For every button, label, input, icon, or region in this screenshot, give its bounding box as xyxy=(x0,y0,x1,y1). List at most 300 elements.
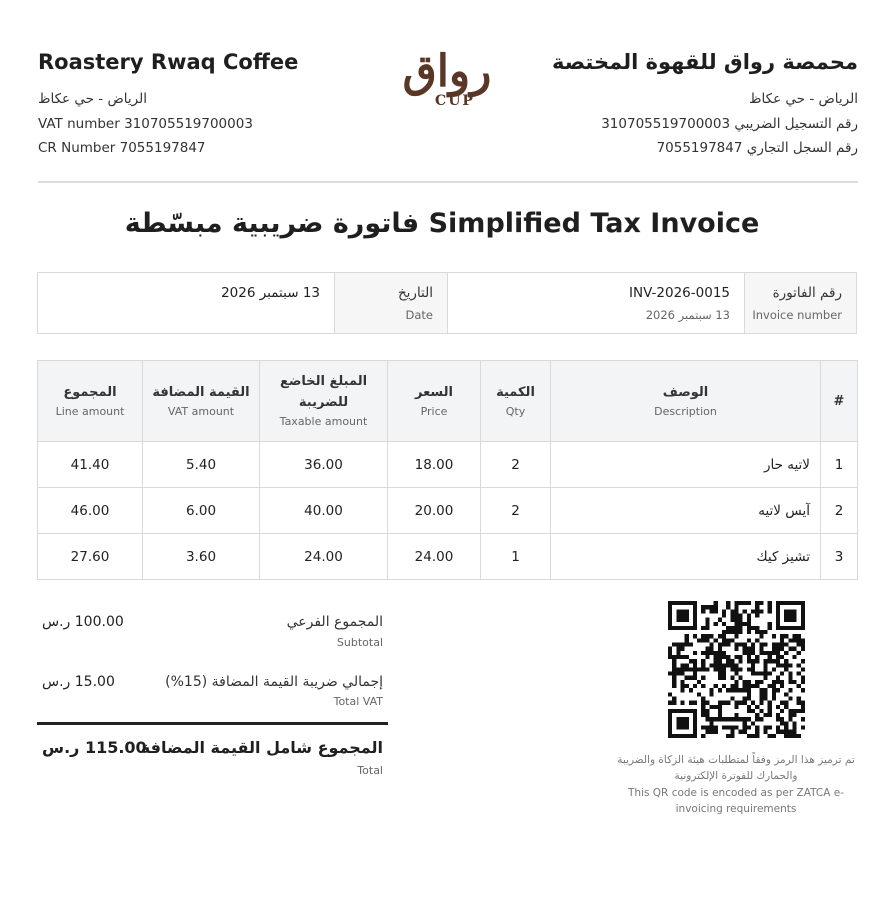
qr-module xyxy=(755,734,759,738)
qr-module xyxy=(689,688,693,692)
qr-module xyxy=(768,622,772,626)
qr-module xyxy=(743,688,747,692)
qr-module xyxy=(734,630,738,634)
header-ar: القيمة المضافة xyxy=(152,384,250,400)
qr-module xyxy=(801,705,805,709)
qr-module xyxy=(763,713,767,717)
qr-module xyxy=(705,726,709,730)
qr-module xyxy=(768,672,772,676)
qr-module xyxy=(710,730,714,734)
qr-module xyxy=(710,605,714,609)
qr-module xyxy=(797,672,801,676)
qr-module xyxy=(793,713,797,717)
qr-module xyxy=(772,647,776,651)
qr-module xyxy=(685,601,689,605)
qr-module xyxy=(718,709,722,713)
qr-module xyxy=(680,701,684,705)
qr-module xyxy=(788,663,792,667)
qr-module xyxy=(685,609,689,613)
qr-module xyxy=(784,634,788,638)
qr-module xyxy=(747,647,751,651)
qr-module xyxy=(768,651,772,655)
qr-module xyxy=(718,701,722,705)
qr-module xyxy=(672,626,676,630)
qr-module xyxy=(776,622,780,626)
qr-module xyxy=(788,601,792,605)
qr-module xyxy=(701,696,705,700)
qr-module xyxy=(768,734,772,738)
qr-module xyxy=(743,701,747,705)
qr-module xyxy=(710,717,714,721)
qr-module xyxy=(739,643,743,647)
qr-module xyxy=(797,601,801,605)
qr-module xyxy=(685,684,689,688)
qr-module xyxy=(730,734,734,738)
qr-module xyxy=(768,659,772,663)
qr-module xyxy=(734,613,738,617)
qr-module xyxy=(726,626,730,630)
qr-module xyxy=(680,680,684,684)
qr-module xyxy=(743,721,747,725)
col-line-amount xyxy=(38,361,143,442)
cell-price: 24.00 xyxy=(388,534,481,580)
qr-module xyxy=(676,672,680,676)
qr-module xyxy=(730,730,734,734)
qr-module xyxy=(747,626,751,630)
grand-total-label-en: Total xyxy=(357,764,383,777)
date-label-en: Date xyxy=(405,308,433,322)
header-en: Taxable amount xyxy=(279,415,368,428)
qr-module xyxy=(759,701,763,705)
qr-module xyxy=(797,638,801,642)
qr-module xyxy=(710,692,714,696)
qr-module xyxy=(739,730,743,734)
qr-module xyxy=(714,659,718,663)
qr-module xyxy=(759,647,763,651)
qr-module xyxy=(676,709,680,713)
qr-module xyxy=(705,605,709,609)
qr-module xyxy=(722,684,726,688)
qr-module xyxy=(797,696,801,700)
seller-address-right: الرياض - حي عكاظ xyxy=(749,91,858,107)
qr-module xyxy=(747,601,751,605)
qr-module xyxy=(747,630,751,634)
qr-module xyxy=(801,726,805,730)
qr-module xyxy=(797,709,801,713)
qr-module xyxy=(759,696,763,700)
qr-module xyxy=(734,626,738,630)
qr-module xyxy=(722,701,726,705)
cell-qty: 2 xyxy=(481,442,551,488)
qr-module xyxy=(797,634,801,638)
qr-module xyxy=(776,717,780,721)
qr-module xyxy=(705,655,709,659)
qr-module xyxy=(685,643,689,647)
qr-module xyxy=(676,651,680,655)
qr-module xyxy=(784,721,788,725)
qr-module xyxy=(784,692,788,696)
qr-module xyxy=(730,688,734,692)
qr-module xyxy=(788,688,792,692)
qr-module xyxy=(751,667,755,671)
qr-module xyxy=(793,734,797,738)
qr-module xyxy=(734,680,738,684)
qr-module xyxy=(718,717,722,721)
qr-module xyxy=(759,692,763,696)
qr-module xyxy=(726,734,730,738)
invoice-meta xyxy=(37,272,857,334)
qr-module xyxy=(780,663,784,667)
qr-module xyxy=(726,605,730,609)
qr-module xyxy=(747,618,751,622)
qr-module xyxy=(676,647,680,651)
qr-module xyxy=(801,717,805,721)
qr-module xyxy=(801,613,805,617)
qr-module xyxy=(747,655,751,659)
cell-desc: آيس لاتيه xyxy=(551,488,821,534)
qr-module xyxy=(751,663,755,667)
qr-module xyxy=(788,609,792,613)
qr-module xyxy=(701,726,705,730)
grand-total-value: 115.00 ر.س xyxy=(42,738,147,757)
qr-module xyxy=(759,680,763,684)
qr-module xyxy=(768,705,772,709)
header-index: # xyxy=(833,393,845,409)
qr-module xyxy=(718,705,722,709)
qr-module xyxy=(714,730,718,734)
qr-module xyxy=(747,613,751,617)
qr-module xyxy=(784,618,788,622)
qr-module xyxy=(730,626,734,630)
qr-module xyxy=(722,613,726,617)
qr-module xyxy=(718,672,722,676)
qr-module xyxy=(668,721,672,725)
qr-module xyxy=(739,717,743,721)
qr-module xyxy=(755,705,759,709)
qr-module xyxy=(739,601,743,605)
qr-module xyxy=(759,634,763,638)
qr-module xyxy=(788,672,792,676)
qr-module xyxy=(685,676,689,680)
qr-module xyxy=(780,647,784,651)
qr-module xyxy=(726,717,730,721)
qr-module xyxy=(797,684,801,688)
qr-module xyxy=(759,688,763,692)
qr-module xyxy=(672,701,676,705)
qr-module xyxy=(676,643,680,647)
qr-module xyxy=(797,626,801,630)
qr-module xyxy=(676,734,680,738)
qr-module xyxy=(801,609,805,613)
qr-module xyxy=(685,721,689,725)
qr-module xyxy=(772,634,776,638)
qr-module xyxy=(801,622,805,626)
cell-index: 1 xyxy=(821,442,858,488)
qr-module xyxy=(776,601,780,605)
qr-module xyxy=(730,667,734,671)
qr-module xyxy=(739,655,743,659)
qr-module xyxy=(701,609,705,613)
qr-module xyxy=(714,655,718,659)
qr-module xyxy=(734,663,738,667)
qr-module xyxy=(768,726,772,730)
qr-module xyxy=(747,651,751,655)
qr-module xyxy=(697,692,701,696)
qr-module xyxy=(710,647,714,651)
grand-total-label-ar: المجموع شامل القيمة المضافة xyxy=(140,738,383,757)
qr-module xyxy=(676,721,680,725)
qr-module xyxy=(705,713,709,717)
qr-module xyxy=(772,651,776,655)
qr-module xyxy=(801,605,805,609)
qr-module xyxy=(776,680,780,684)
qr-module xyxy=(676,609,680,613)
qr-module xyxy=(801,676,805,680)
qr-module xyxy=(693,717,697,721)
col-description xyxy=(551,361,821,442)
qr-module xyxy=(776,659,780,663)
qr-module xyxy=(714,663,718,667)
qr-module xyxy=(751,647,755,651)
qr-module xyxy=(701,663,705,667)
qr-module xyxy=(722,638,726,642)
qr-module xyxy=(797,701,801,705)
qr-module xyxy=(701,638,705,642)
qr-module xyxy=(701,734,705,738)
invoice-number-label-ar: رقم الفاتورة xyxy=(772,285,842,301)
qr-module xyxy=(734,634,738,638)
vat-total-value: 15.00 ر.س xyxy=(42,674,115,690)
qr-module xyxy=(705,618,709,622)
qr-module xyxy=(693,701,697,705)
qr-module xyxy=(784,601,788,605)
qr-module xyxy=(751,626,755,630)
qr-module xyxy=(747,659,751,663)
qr-module xyxy=(701,705,705,709)
qr-module xyxy=(672,684,676,688)
qr-module xyxy=(768,709,772,713)
cell-desc: لاتيه حار xyxy=(551,442,821,488)
header-ar: الكمية xyxy=(496,384,535,400)
qr-module xyxy=(793,726,797,730)
qr-module xyxy=(743,726,747,730)
qr-module xyxy=(718,676,722,680)
qr-module xyxy=(788,696,792,700)
invoice-number-value-cell xyxy=(448,273,744,333)
qr-module xyxy=(751,643,755,647)
totals-divider xyxy=(37,722,388,725)
qr-module xyxy=(739,626,743,630)
qr-module xyxy=(718,667,722,671)
qr-module xyxy=(693,634,697,638)
qr-module xyxy=(780,655,784,659)
qr-module xyxy=(793,730,797,734)
qr-module xyxy=(776,643,780,647)
qr-module xyxy=(784,667,788,671)
qr-module xyxy=(793,609,797,613)
qr-module xyxy=(701,709,705,713)
qr-module xyxy=(801,626,805,630)
qr-module xyxy=(668,672,672,676)
qr-module xyxy=(776,609,780,613)
qr-module xyxy=(751,609,755,613)
qr-module xyxy=(747,667,751,671)
qr-module xyxy=(701,634,705,638)
qr-module xyxy=(763,663,767,667)
qr-module xyxy=(759,630,763,634)
qr-module xyxy=(730,676,734,680)
qr-module xyxy=(747,705,751,709)
qr-module xyxy=(759,651,763,655)
qr-module xyxy=(784,613,788,617)
qr-module xyxy=(776,605,780,609)
date-label-cell xyxy=(334,273,448,333)
qr-module xyxy=(722,672,726,676)
qr-module xyxy=(701,626,705,630)
qr-module xyxy=(693,730,697,734)
qr-module xyxy=(676,601,680,605)
qr-module xyxy=(759,672,763,676)
qr-module xyxy=(714,705,718,709)
qr-module xyxy=(784,659,788,663)
qr-module xyxy=(705,717,709,721)
qr-module xyxy=(755,659,759,663)
header-en: Qty xyxy=(505,404,526,418)
table-row xyxy=(38,488,858,534)
qr-module xyxy=(788,730,792,734)
qr-module xyxy=(747,726,751,730)
qr-module xyxy=(780,601,784,605)
qr-module xyxy=(680,601,684,605)
cell-vat: 3.60 xyxy=(143,534,260,580)
qr-module xyxy=(788,676,792,680)
qr-module xyxy=(776,651,780,655)
qr-module xyxy=(751,684,755,688)
qr-module xyxy=(801,667,805,671)
qr-module xyxy=(689,667,693,671)
cell-vat: 6.00 xyxy=(143,488,260,534)
cell-qty: 1 xyxy=(481,534,551,580)
qr-module xyxy=(751,721,755,725)
qr-module xyxy=(793,709,797,713)
qr-module xyxy=(793,655,797,659)
qr-module xyxy=(780,717,784,721)
qr-module xyxy=(776,663,780,667)
date-value-cell xyxy=(38,273,334,333)
qr-module xyxy=(680,726,684,730)
qr-module xyxy=(689,659,693,663)
qr-module xyxy=(772,667,776,671)
qr-module xyxy=(726,655,730,659)
qr-module xyxy=(759,609,763,613)
qr-module xyxy=(788,680,792,684)
qr-module xyxy=(672,676,676,680)
vat-total-label-en: Total VAT xyxy=(333,695,383,708)
qr-module xyxy=(793,618,797,622)
qr-module xyxy=(780,680,784,684)
invoice-number-label-cell xyxy=(744,273,856,333)
qr-module xyxy=(734,672,738,676)
qr-module xyxy=(768,601,772,605)
qr-module xyxy=(693,622,697,626)
qr-module xyxy=(676,618,680,622)
table-row xyxy=(38,442,858,488)
qr-module xyxy=(747,684,751,688)
invoice-number-label-en: Invoice number xyxy=(752,308,842,322)
qr-module xyxy=(668,651,672,655)
qr-module xyxy=(730,618,734,622)
seller-vat-ar: رقم التسجيل الضريبي 310705519700003 xyxy=(601,116,858,132)
qr-module xyxy=(668,717,672,721)
qr-module xyxy=(680,655,684,659)
cell-taxable: 36.00 xyxy=(260,442,388,488)
qr-module xyxy=(685,667,689,671)
qr-module xyxy=(776,713,780,717)
qr-module xyxy=(689,626,693,630)
qr-module xyxy=(689,701,693,705)
qr-module xyxy=(743,647,747,651)
qr-module xyxy=(722,726,726,730)
date-value: 13 سبتمبر 2026 xyxy=(221,285,320,301)
qr-module xyxy=(772,688,776,692)
seller-vat-en: VAT number 310705519700003 xyxy=(38,116,253,132)
qr-module xyxy=(693,601,697,605)
qr-module xyxy=(751,734,755,738)
qr-module xyxy=(734,684,738,688)
qr-module xyxy=(672,734,676,738)
qr-module xyxy=(689,643,693,647)
qr-module xyxy=(693,667,697,671)
qr-module xyxy=(734,717,738,721)
seller-name-en: Roastery Rwaq Coffee xyxy=(38,50,299,74)
qr-module xyxy=(676,717,680,721)
qr-module xyxy=(734,713,738,717)
qr-module xyxy=(718,688,722,692)
qr-module xyxy=(788,709,792,713)
qr-module xyxy=(718,659,722,663)
qr-module xyxy=(689,709,693,713)
qr-module xyxy=(739,688,743,692)
qr-module xyxy=(776,726,780,730)
qr-module xyxy=(739,622,743,626)
qr-module xyxy=(734,655,738,659)
qr-module xyxy=(726,688,730,692)
qr-module xyxy=(739,659,743,663)
qr-module xyxy=(768,701,772,705)
qr-module xyxy=(701,684,705,688)
qr-module xyxy=(734,647,738,651)
qr-module xyxy=(797,651,801,655)
col-vat-amount xyxy=(143,361,260,442)
cell-price: 18.00 xyxy=(388,442,481,488)
qr-module xyxy=(747,709,751,713)
qr-module xyxy=(668,709,672,713)
qr-module xyxy=(730,663,734,667)
date-label-ar: التاريخ xyxy=(397,285,433,301)
qr-module xyxy=(680,734,684,738)
qr-module xyxy=(763,659,767,663)
qr-module xyxy=(801,680,805,684)
qr-module xyxy=(668,618,672,622)
seller-cr-en: CR Number 7055197847 xyxy=(38,140,206,156)
qr-module xyxy=(668,609,672,613)
qr-module xyxy=(726,663,730,667)
qr-module xyxy=(668,655,672,659)
qr-module xyxy=(788,638,792,642)
qr-module xyxy=(697,680,701,684)
qr-module xyxy=(726,726,730,730)
qr-module xyxy=(693,651,697,655)
